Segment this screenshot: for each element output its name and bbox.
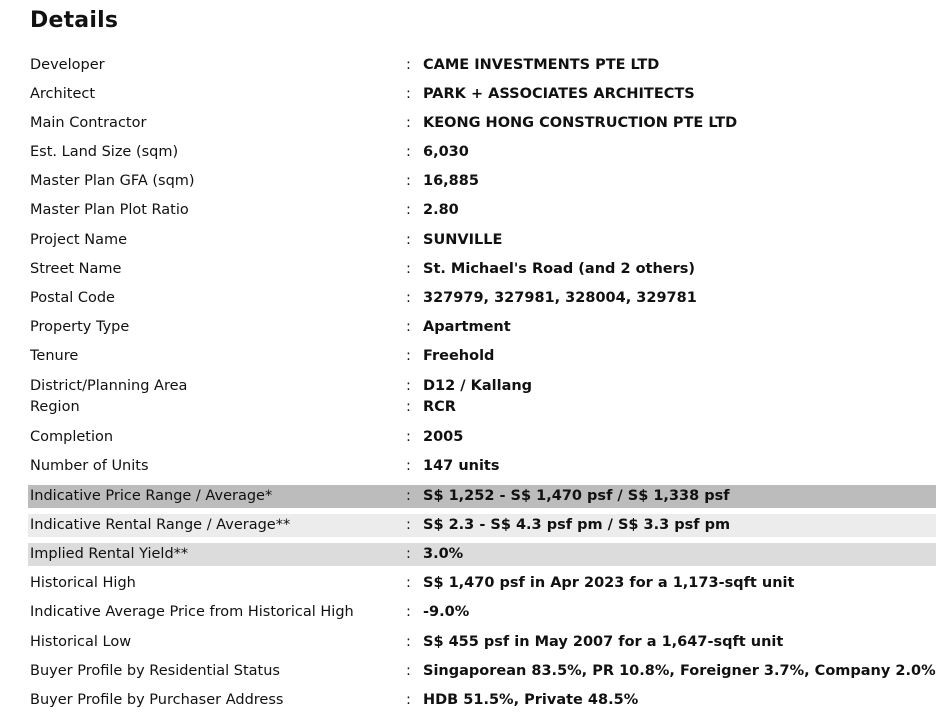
row-separator: : <box>406 232 411 248</box>
row-separator: : <box>406 57 411 73</box>
row-separator: : <box>406 378 411 394</box>
row-value: 16,885 <box>423 173 479 189</box>
row-label: Main Contractor <box>30 115 147 131</box>
row-value: St. Michael's Road (and 2 others) <box>423 261 696 277</box>
row-label: Est. Land Size (sqm) <box>30 144 179 160</box>
row-label: Number of Units <box>30 458 149 474</box>
row-buyer-purchaser-address <box>28 689 936 712</box>
row-value: Apartment <box>423 319 511 335</box>
row-value: 3.0% <box>423 546 464 562</box>
row-label: Buyer Profile by Purchaser Address <box>30 692 284 708</box>
row-completion <box>28 426 936 449</box>
row-label: Master Plan Plot Ratio <box>30 202 189 218</box>
row-label: Completion <box>30 429 114 445</box>
row-label: Street Name <box>30 261 122 277</box>
row-label: Indicative Rental Range / Average** <box>30 517 291 533</box>
row-project-name <box>28 229 936 252</box>
row-separator: : <box>406 173 411 189</box>
row-separator: : <box>406 517 411 533</box>
row-number-of-units <box>28 455 936 478</box>
row-price-from-high <box>28 601 936 624</box>
row-label: Postal Code <box>30 290 115 306</box>
row-label: Architect <box>30 86 96 102</box>
row-separator: : <box>406 488 411 504</box>
row-value: KEONG HONG CONSTRUCTION PTE LTD <box>423 115 738 131</box>
row-separator: : <box>406 692 411 708</box>
row-value: HDB 51.5%, Private 48.5% <box>423 692 639 708</box>
row-value: 6,030 <box>423 144 469 160</box>
row-value: CAME INVESTMENTS PTE LTD <box>423 57 660 73</box>
row-buyer-residential-status <box>28 660 936 683</box>
row-separator: : <box>406 546 411 562</box>
row-street-name <box>28 258 936 281</box>
row-value: Singaporean 83.5%, PR 10.8%, Foreigner 3.7%, Company 2.0% <box>423 663 936 679</box>
row-value: S$ 455 psf in May 2007 for a 1,647-sqft unit <box>423 634 784 650</box>
row-value: 327979, 327981, 328004, 329781 <box>423 290 697 306</box>
row-price-range <box>28 485 936 508</box>
row-value: S$ 1,470 psf in Apr 2023 for a 1,173-sqft unit <box>423 575 795 591</box>
row-separator: : <box>406 261 411 277</box>
row-rental-yield <box>28 543 936 566</box>
row-gfa <box>28 170 936 193</box>
row-value: Freehold <box>423 348 495 364</box>
row-plot-ratio <box>28 199 936 222</box>
row-separator: : <box>406 429 411 445</box>
row-district <box>28 375 936 398</box>
row-separator: : <box>406 663 411 679</box>
row-value: SUNVILLE <box>423 232 503 248</box>
row-separator: : <box>406 458 411 474</box>
row-label: Property Type <box>30 319 130 335</box>
row-value: RCR <box>423 399 456 415</box>
row-separator: : <box>406 202 411 218</box>
row-tenure <box>28 345 936 368</box>
row-historical-high <box>28 572 936 595</box>
row-label: Historical High <box>30 575 136 591</box>
row-historical-low <box>28 631 936 654</box>
row-label: Region <box>30 399 80 415</box>
row-separator: : <box>406 290 411 306</box>
row-value: S$ 1,252 - S$ 1,470 psf / S$ 1,338 psf <box>423 488 730 504</box>
row-label: Historical Low <box>30 634 132 650</box>
row-value: 147 units <box>423 458 500 474</box>
row-rental-range <box>28 514 936 537</box>
row-label: Indicative Average Price from Historical High <box>30 604 354 620</box>
row-value: 2.80 <box>423 202 459 218</box>
page-title: Details <box>30 8 119 33</box>
row-separator: : <box>406 115 411 131</box>
row-label: Indicative Price Range / Average* <box>30 488 273 504</box>
row-architect <box>28 83 936 106</box>
row-label: Project Name <box>30 232 127 248</box>
row-separator: : <box>406 144 411 160</box>
row-postal-code <box>28 287 936 310</box>
row-label: District/Planning Area <box>30 378 188 394</box>
row-separator: : <box>406 604 411 620</box>
row-separator: : <box>406 575 411 591</box>
row-value: D12 / Kallang <box>423 378 533 394</box>
row-separator: : <box>406 319 411 335</box>
row-label: Tenure <box>30 348 79 364</box>
row-property-type <box>28 316 936 339</box>
row-label: Buyer Profile by Residential Status <box>30 663 280 679</box>
row-label: Implied Rental Yield** <box>30 546 189 562</box>
row-separator: : <box>406 86 411 102</box>
row-label: Developer <box>30 57 105 73</box>
row-separator: : <box>406 634 411 650</box>
row-separator: : <box>406 399 411 415</box>
row-region <box>28 396 936 419</box>
row-main-contractor <box>28 112 936 135</box>
row-separator: : <box>406 348 411 364</box>
row-value: -9.0% <box>423 604 470 620</box>
row-developer <box>28 54 936 77</box>
row-land-size <box>28 141 936 164</box>
row-label: Master Plan GFA (sqm) <box>30 173 195 189</box>
row-value: PARK + ASSOCIATES ARCHITECTS <box>423 86 695 102</box>
row-value: S$ 2.3 - S$ 4.3 psf pm / S$ 3.3 psf pm <box>423 517 731 533</box>
row-value: 2005 <box>423 429 464 445</box>
